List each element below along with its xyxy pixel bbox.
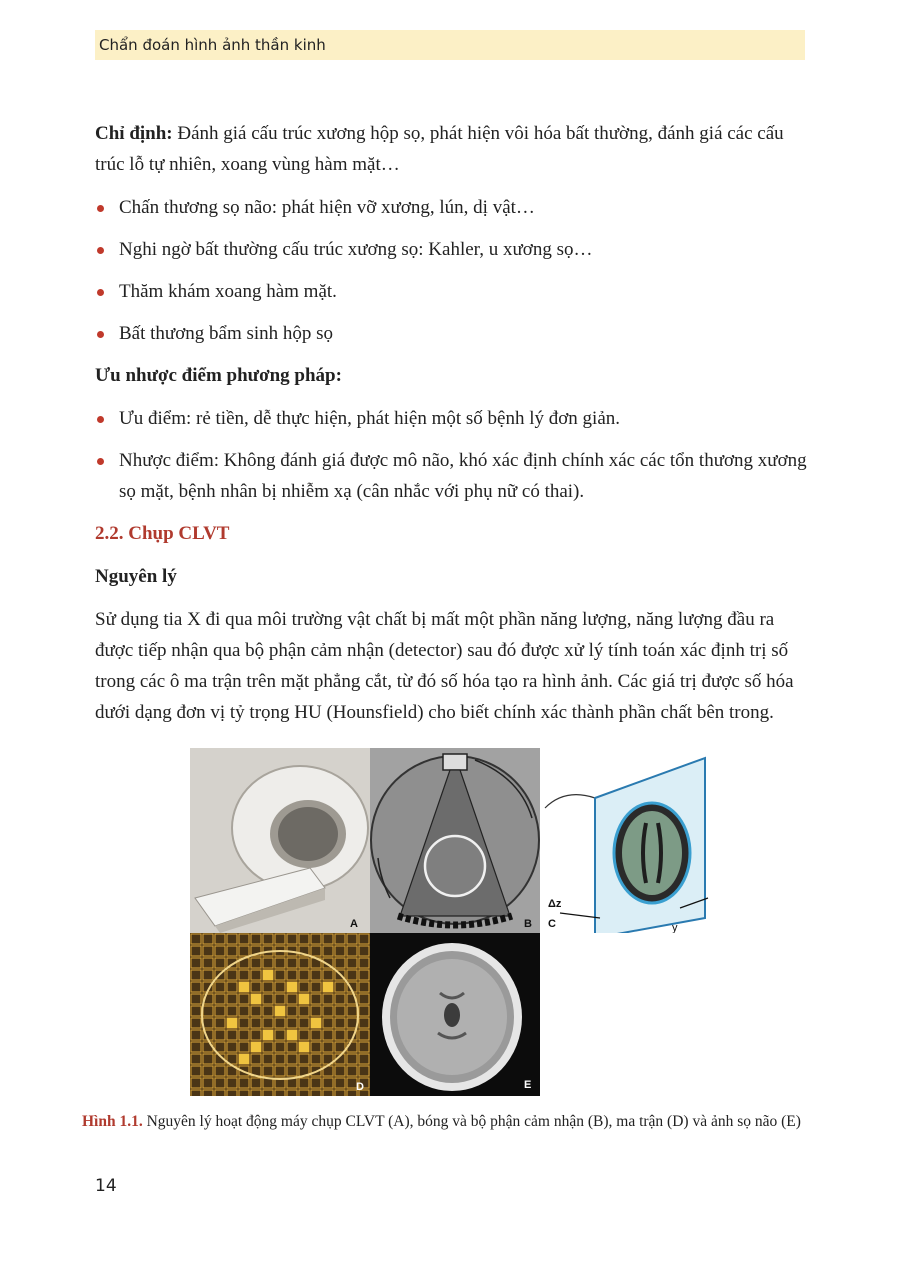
panel-c-slice-diagram: [540, 748, 718, 933]
panel-d-matrix-image: [190, 933, 370, 1096]
panel-e-brain-ct-image: [370, 933, 540, 1096]
caption-text: Nguyên lý hoạt động máy chụp CLVT (A), bóng và bộ phận cảm nhận (B), ma trận (D) và ảnh sọ não (E): [142, 1113, 801, 1130]
figure-empty-area: [540, 933, 718, 1096]
page-body: [95, 118, 807, 728]
list-item: Nhược điểm: Không đánh giá được mô não, khó xác định chính xác các tổn thương xương sọ mặt, bệnh nhân bị nhiễm xạ (cân nhắc với phụ nữ có thai).: [95, 445, 807, 507]
section-heading: 2.2. Chụp CLVT: [95, 523, 230, 544]
page-number: 14: [95, 1176, 117, 1196]
figure-ct-principle: [190, 748, 718, 1096]
list-item: Thăm khám xoang hàm mặt.: [95, 276, 807, 307]
panel-b-tube-detector-diagram: [370, 748, 540, 933]
list-item: Chấn thương sọ não: phát hiện vỡ xương, lún, dị vật…: [95, 192, 807, 223]
panel-e-label: E: [524, 1079, 532, 1091]
panel-d-label: D: [356, 1081, 364, 1093]
principle-heading: Nguyên lý: [95, 566, 177, 587]
pros-cons-list: [95, 403, 807, 507]
caption-label: Hình 1.1.: [82, 1113, 143, 1130]
panel-c-dz-label: Δz: [548, 898, 562, 910]
indication-paragraph: [95, 118, 807, 180]
header-title: Chẩn đoán hình ảnh thần kinh: [99, 36, 326, 54]
principle-paragraph: Sử dụng tia X đi qua môi trường vật chất bị mất một phần năng lượng, năng lượng đầu ra được tiếp nhận qua bộ phận cảm nhận (detector) sau đó được xử lý tính toán xác định trị số trong các ô ma trận trên mặt phẳng cắt, từ đó số hóa tạo ra hình ảnh. Các giá trị được số hóa dưới dạng đơn vị tỷ trọng HU (Hounsfield) cho biết chính xác thành phần chất bên trong.: [95, 609, 794, 723]
indication-text: Đánh giá cấu trúc xương hộp sọ, phát hiện vôi hóa bất thường, đánh giá các cấu trúc lỗ tự nhiên, xoang vùng hàm mặt…: [95, 123, 784, 175]
panel-b-label: B: [524, 918, 532, 930]
panel-a-ct-scanner-image: [190, 748, 370, 933]
figure-caption: [82, 1110, 810, 1134]
panel-c-y-label: y: [672, 922, 678, 933]
panel-a-label: A: [350, 918, 358, 930]
list-item: Bất thương bẩm sinh hộp sọ: [95, 318, 807, 349]
indication-label: Chỉ định:: [95, 123, 173, 144]
panel-c-label: C: [548, 918, 556, 930]
running-header: [95, 30, 805, 60]
indication-list: [95, 192, 807, 349]
list-item: Nghi ngờ bất thường cấu trúc xương sọ: Kahler, u xương sọ…: [95, 234, 807, 265]
pros-cons-heading: Ưu nhược điểm phương pháp:: [95, 365, 342, 386]
list-item: Ưu điểm: rẻ tiền, dễ thực hiện, phát hiện một số bệnh lý đơn giản.: [95, 403, 807, 434]
